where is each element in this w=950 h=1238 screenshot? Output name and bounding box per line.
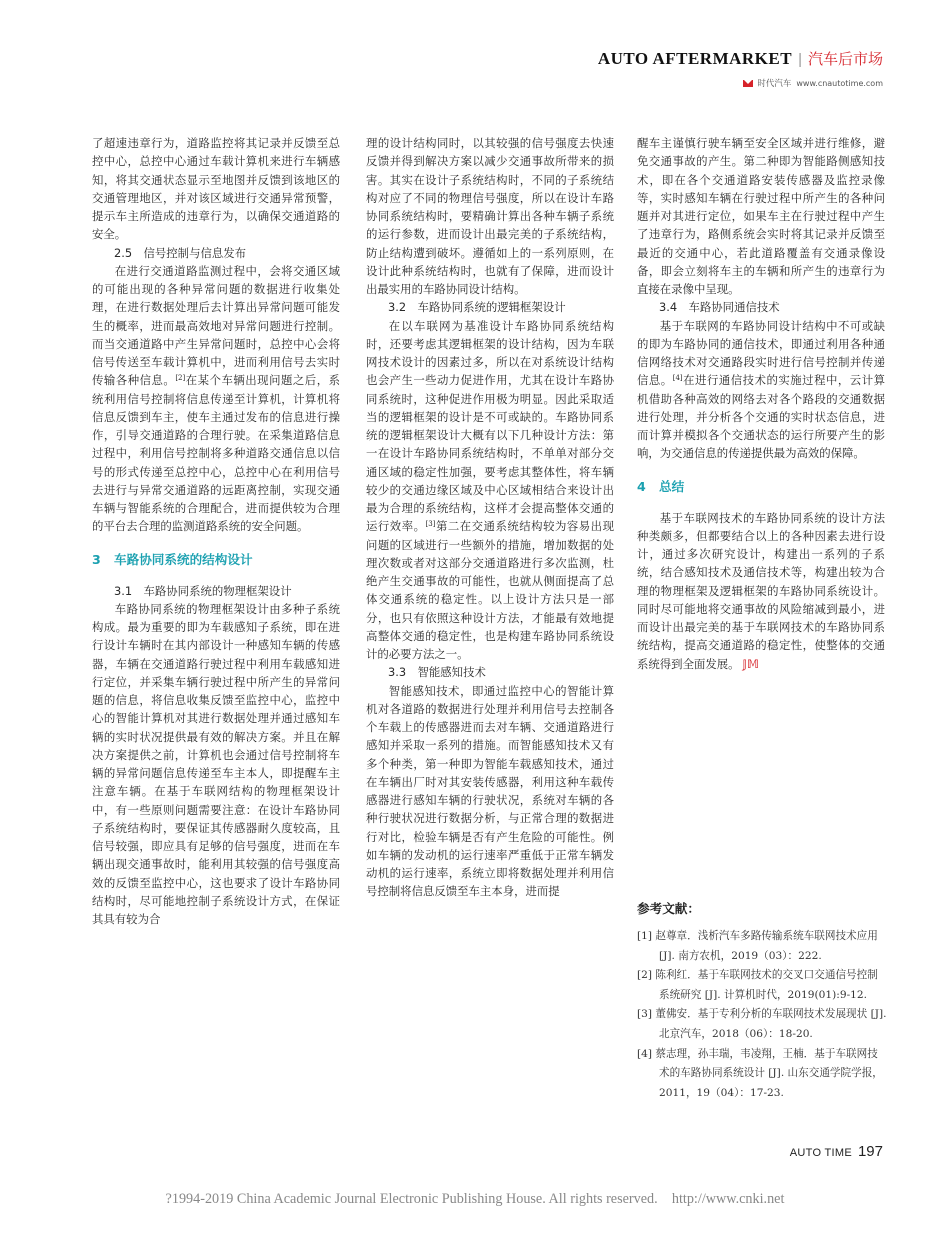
paragraph: 智能感知技术，即通过监控中心的智能计算机对各道路的数据进行处理并利用信号去控制各个车载上的传感器进而去对车辆、交通道路进行感知并采取一系列的措施。而智能感知技术又有多个种类，第一种即为智能车载感知技术，通过在车辆出厂时对其安装传感器，利用这种车载传感器进行感知车辆的行驶状况，系统对车辆的各种行驶状况进行数据分析，与正常合理的数据进行对比，检验车辆是否有产生危险的可能性。例如车辆的发动机的运行速率严重低于正常车辆发动机的运行速率，系统立即将数据处理并利用信号控制将信息反馈至车主本身，进而提 [366,683,614,899]
paragraph: 基于车联网技术的车路协同系统的设计方法种类颇多，但都要结合以上的各种因素去进行设计，通过多次研究设计，构建出一系列的子系统，结合感知技术及通信技术等，构建出较为合理的物理框架及逻辑框架的车路协同系统设计。同时尽可能地将交通事故的风险缩减到最小，进而设计出最完美的基于车联网技术的车路协同系统结构，提高交通道路的稳定性，使整体的交通系统得到全面发展。 𝕁𝕄 [637,510,885,671]
page-footer [790,1141,883,1160]
section-heading-3-2: 3.2 车路协同系统的逻辑框架设计 [388,300,566,315]
section-heading-3-1: 3.1 车路协同系统的物理框架设计 [114,583,292,598]
column-2 [366,134,614,901]
references-list [637,927,887,1103]
references-title: 参考文献： [637,901,700,916]
reference-item: [3] 董佛安．基于专利分析的车联网技术发展现状 [J]. 北京汽车，2018（06）：18-20. [637,1008,887,1040]
citation: [4] [672,374,683,383]
column-3 [637,134,885,673]
publisher-name: 时代汽车 [757,79,792,89]
publisher-website: www.cnautotime.com [796,78,883,88]
section-heading-4: 4 总结 [637,478,685,494]
page-number: 197 [857,1143,883,1160]
brand-english: AUTO AFTERMARKET [597,49,793,68]
section-heading-2-5: 2.5 信号控制与信息发布 [114,245,247,260]
paragraph: 了超速违章行为，道路监控将其记录并反馈至总控中心，总控中心通过车载计算机来进行车辆感知，将其交通状态显示至地图并反馈到该地区的交通管理地区，并对该区域进行交通异常预警，提示车主所造成的违章行为，以确保交通道路的安全。 [92,136,340,242]
copyright-notice: ?1994-2019 China Academic Journal Electronic Publishing House. All rights reserved. http://www.cnki.net [165,1191,785,1207]
publisher-logo-icon [743,80,753,87]
paragraph: 基于车联网的车路协同设计结构中不可或缺的即为车路协同的通信技术，即通过利用各种通信网络技术对交通路段实时进行信号控制并传递信息。[4]在进行通信技术的实施过程中，云计算机借助各种高效的网络去对各个路段的交通数据进行处理，并分析各个交通的实时状态信息，进而计算并模拟各个交通状态的运行所要产生的影响，为交通信息的传递提供最为高效的保障。 [637,318,885,461]
reference-item: [4] 蔡志理，孙丰瑞，韦凌翔，王楠．基于车联网技术的车路协同系统设计 [J]. 山东交通学院学报，2011，19（04）：17-23. [637,1047,883,1099]
section-heading-3-3: 3.3 智能感知技术 [388,665,486,680]
section-heading-3: 3 车路协同系统的结构设计 [92,551,253,567]
magazine-name: AUTO TIME [789,1147,852,1159]
citation: [2] [175,374,186,383]
reference-item: [2] 陈利红．基于车联网技术的交叉口交通信号控制系统研究 [J]. 计算机时代，2019(01):9-12. [637,969,878,1001]
journal-brand [598,48,883,69]
paragraph: 在以车联网为基准设计车路协同系统结构时，还要考虑其逻辑框架的设计结构，因为车联网技术设计的因素过多，所以在对系统设计结构也会产生一些动力促进作用，尤其在设计车路协同系统时，这种促进作用极为明显。因此采取适当的逻辑框架的设计是不可或缺的。车路协同系统的逻辑框架设计大概有以下几种设计方法：第一在设计车路协同系统结构时，不单单对部分交通区域的稳定性加强，要考虑其整体性，将车辆较少的交通边缘区域及中心区域相结合来设计出最为合理的系统结构，这样才会提高整体交通的运行效率。[3]第二在交通系统结构较为容易出现问题的区域进行一些额外的措施，增加数据的处理次数或者对这部分交通道路进行多次监测，杜绝产生交通事故的可能性，也就从侧面提高了总体交通系统的稳定性。以上设计方法只是一部分，也只有依照这种设计方法，才能最有效地提高整体交通的稳定性，也是构建车路协同系统设计的必要方法之一。 [366,318,614,661]
column-1 [92,134,340,928]
paragraph: 在进行交通道路监测过程中，会将交通区域的可能出现的各种异常问题的数据进行收集处理，在进行数据处理后去计算出异常问题可能发生的概率，进而最高效地对异常问题进行控制。而当交通道路中产生异常问题时，总控中心会将信号传送至车载计算机中，进而利用信号去实时传输各种信息。[2]在某个车辆出现问题之后，系统利用信号控制将信息传递至计算机，计算机将信息反馈到车主，使车主通过发布的信息进行操作，引导交通道路的合理行驶。在采集道路信息过程中，利用信号控制将多种道路交通信息以信号的形式传递至总控中心，总控中心在利用信号去进行与异常交通道路的远距离控制，实现交通车辆与智能系统的合理配合，进而提供较为合理的平台去合理的监测道路系统的安全问题。 [92,263,340,534]
paragraph: 理的设计结构同时，以其较强的信号强度去快速反馈并得到解决方案以减少交通事故所带来的损害。其实在设计子系统结构时，不同的子系统结构对应了不同的物理信号强度，所以在设计车路协同系统结构时，要精确计算出各种车辆子系统的运行参数，进而设计出最完美的子系统结构，防止结构遭到破坏。遵循如上的一系列原则，在设计此种系统结构时，也就有了保障，进而设计出最实用的车路协同设计结构。 [366,136,614,296]
brand-chinese: 汽车后市场 [807,50,883,68]
publisher-line [743,77,883,89]
article-end-mark: 𝕁𝕄 [742,656,759,671]
brand-separator: | [798,51,802,68]
citation: [3] [425,520,436,529]
reference-item: [1] 赵尊章．浅析汽车多路传输系统车联网技术应用 [J]. 南方农机，2019（03）：222. [637,930,878,962]
paragraph: 醒车主谨慎行驶车辆至安全区域并进行维修，避免交通事故的产生。第二种即为智能路侧感知技术，即在各个交通道路安装传感器及监控录像等，实时感知车辆在行驶过程中所产生的各种问题并对其进行定位，如果车主在行驶过程中产生了违章行为，路侧系统会实时将其记录并反馈至最近的交通中心，若此道路覆盖有交通录像设备，即会立刻将车主的车辆和所产生的违章行为直接在录像中呈现。 [637,136,885,296]
section-heading-3-4: 3.4 车路协同通信技术 [659,300,780,315]
paragraph: 车路协同系统的物理框架设计由多种子系统构成。最为重要的即为车载感知子系统，即在进行设计车辆时在其内部设计一种感知车辆的传感器，车辆在交通道路行驶过程中利用车载感知进行定位，并采集车辆行驶过程中所产生的异常问题的信息，将信息收集反馈至监控中心，监控中心的智能计算机对其进行数据处理并通过感知车辆的实时状况提供最有效的解决方案。并且在解决方案提供之前，计算机也会通过信号控制将车辆的异常问题信息传递至车主本人，即提醒车主注意车辆。在基于车联网结构的物理框架设计中，有一些原则问题需要注意：在设计车路协同子系统结构时，要保证其传感器耐久度较高，且信号较强，即应具有足够的信号强度，进而在车辆出现交通事故时，能利用其较强的信号强度高效的反馈至监控中心，这也要求了设计车路协同结构时，尽可能地控制子系统设计方式，在保证其具有较为合 [92,601,340,926]
